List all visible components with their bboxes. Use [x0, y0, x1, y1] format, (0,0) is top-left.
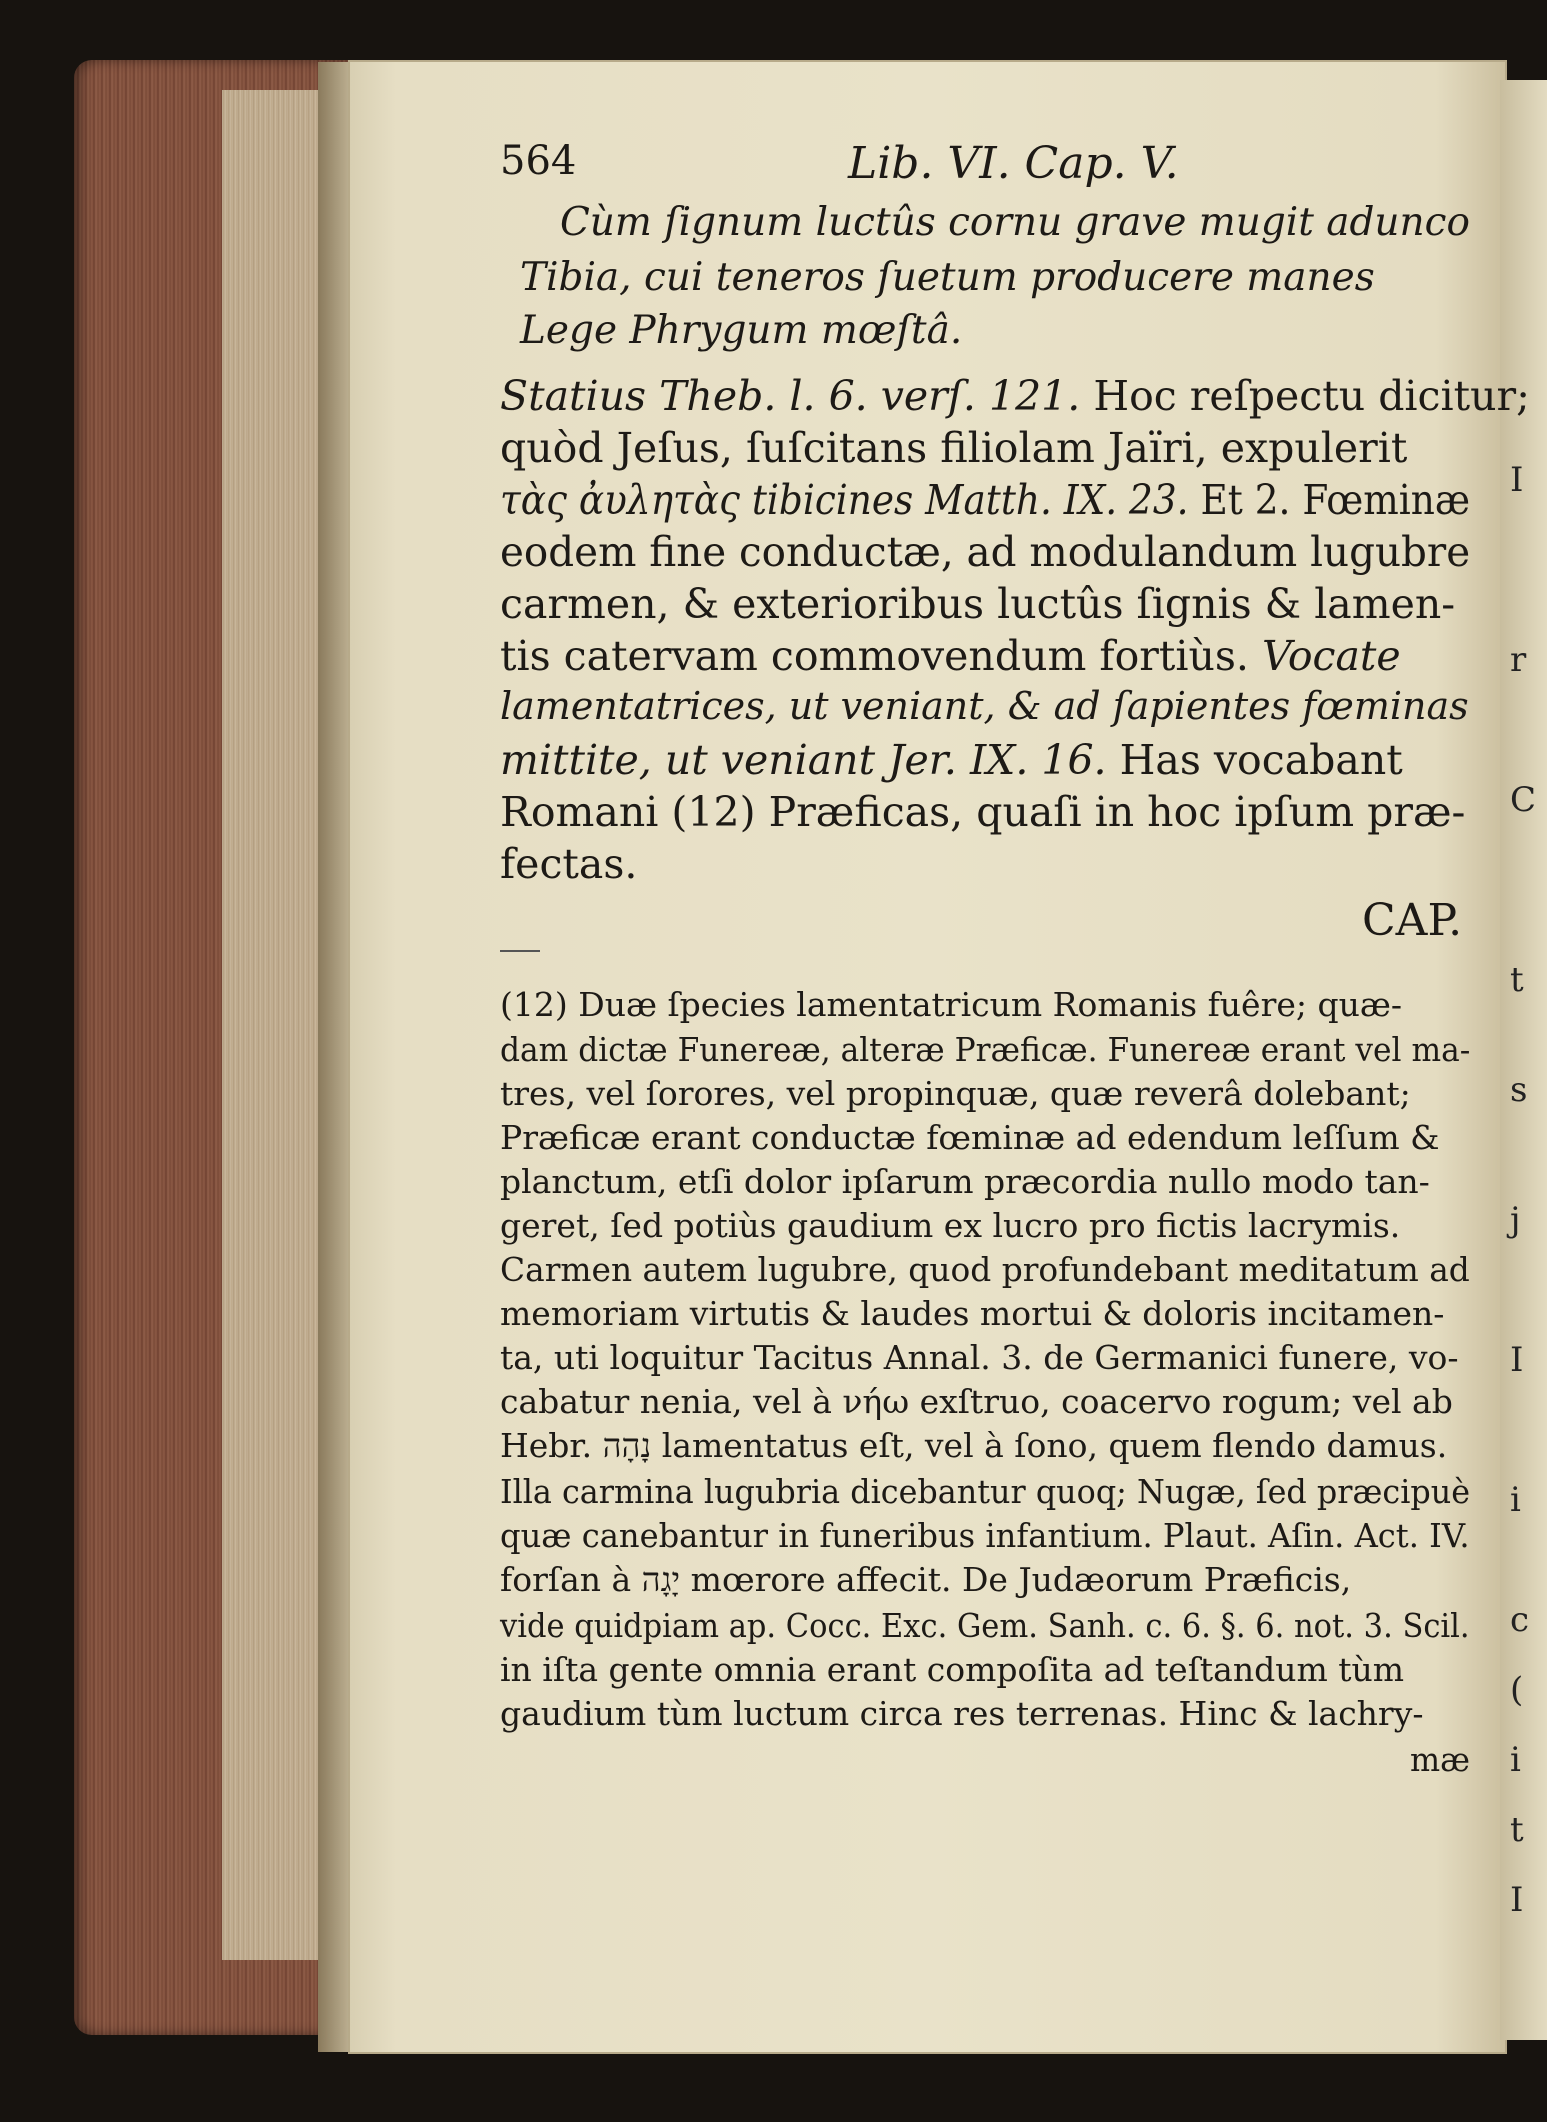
footnote-line: dam dictæ Funereæ, alteræ Præficæ. Funereæ erant vel ma- [500, 1030, 1471, 1069]
footnote-line: planctum, etſi dolor ipſarum præcordia nullo modo tan- [500, 1162, 1430, 1201]
footnote-line: Illa carmina lugubria dicebantur quoq; Nugæ, ſed præcipuè [500, 1472, 1471, 1511]
body-line [500, 372, 1530, 420]
body-line [500, 476, 1470, 524]
facing-page-fragment: I [1510, 1880, 1524, 1920]
footnote-line: vide quidpiam ap. Cocc. Exc. Gem. Sanh. c. 6. §. 6. not. 3. Scil. [500, 1606, 1470, 1645]
facing-page-fragment: t [1510, 960, 1524, 1000]
facing-page-fragment: t [1510, 1810, 1524, 1850]
body-line [500, 736, 1403, 784]
footnote-line: memoriam virtutis & laudes mortui & doloris incitamen- [500, 1294, 1445, 1333]
body-text: Vocate [1248, 632, 1401, 680]
catchword: CAP. [1362, 895, 1463, 946]
body-line: eodem fine conductæ, ad modulandum lugubre [500, 528, 1471, 576]
body-text: Hoc reſpectu dicitur; [1080, 372, 1530, 420]
facing-page-fragment: r [1510, 640, 1527, 680]
body-line: lamentatrices, ut veniant, & ad ſapientes fœminas [500, 684, 1469, 728]
footnote-line: Præficæ erant conductæ fœminæ ad edendum leſſum & [500, 1118, 1440, 1157]
footnote-line: Hebr. נָהָה lamentatus eſt, vel à ſono, quem flendo damus. [500, 1426, 1448, 1465]
verse-line: Cùm ſignum luctûs cornu grave mugit adunco [560, 200, 1470, 245]
body-line: carmen, & exterioribus luctûs ſignis & lamen- [500, 580, 1456, 628]
facing-page-fragment: j [1510, 1200, 1521, 1240]
body-text: Et 2. Fœminæ [1188, 476, 1471, 524]
body-text: mittite, ut veniant Jer. IX. 16. [500, 736, 1107, 784]
facing-page-fragment: s [1510, 1070, 1528, 1110]
facing-page-fragment: i [1510, 1740, 1521, 1780]
footnote-rule [500, 950, 540, 952]
body-line [500, 632, 1401, 680]
page-number: 564 [500, 138, 577, 184]
body-line: quòd Jeſus, ſuſcitans filiolam Jaïri, expulerit [500, 424, 1408, 472]
facing-page-fragment: I [1510, 460, 1524, 500]
body-text: tis catervam commovendum fortiùs. [500, 632, 1249, 680]
footnote-line: cabatur nenia, vel à νήω exſtruo, coacervo rogum; vel ab [500, 1382, 1453, 1421]
footnote-line: gaudium tùm luctum circa res terrenas. Hinc & lachry- [500, 1694, 1424, 1733]
running-head: Lib. VI. Cap. V. [848, 138, 1179, 189]
body-text: Has vocabant [1106, 736, 1403, 784]
footnote-line: Carmen autem lugubre, quod profundebant meditatum ad [500, 1250, 1470, 1289]
footnote-catchword: mæ [1410, 1740, 1471, 1779]
footnote-line: (12) Duæ ſpecies lamentatricum Romanis fuêre; quæ- [500, 985, 1403, 1024]
facing-page-fragment: i [1510, 1480, 1521, 1520]
footnote-line: in iſta gente omnia erant compoſita ad teſtandum tùm [500, 1650, 1405, 1689]
footnote-line: geret, ſed potiùs gaudium ex lucro pro fictis lacrymis. [500, 1206, 1401, 1245]
body-line: fectas. [500, 840, 638, 888]
footnote-line: tres, vel ſorores, vel propinquæ, quæ reverâ dolebant; [500, 1074, 1411, 1113]
verse-line: Tibia, cui teneros ſuetum producere manes [520, 255, 1375, 300]
facing-page-fragment: ( [1510, 1670, 1524, 1710]
footnote-line: quæ canebantur in funeribus infantium. Plaut. Aſin. Act. IV. [500, 1516, 1470, 1555]
facing-page-fragment: C [1510, 780, 1537, 820]
facing-page-fragment: c [1510, 1600, 1530, 1640]
verse-line: Lege Phrygum mœſtâ. [520, 308, 963, 353]
body-line: Romani (12) Præficas, quaſi in hoc ipſum præ- [500, 788, 1466, 836]
citation: Statius Theb. l. 6. verſ. 121. [500, 372, 1081, 420]
citation: τὰς ἀυλητὰς tibicines Matth. IX. 23. [500, 476, 1189, 524]
footnote-line: ta, uti loquitur Tacitus Annal. 3. de Germanici funere, vo- [500, 1338, 1459, 1377]
footnote-line: forſan à יָגָה mœrore affecit. De Judæorum Præficis, [500, 1560, 1352, 1599]
facing-page-fragment: I [1510, 1340, 1524, 1380]
book-page-block [222, 90, 332, 1960]
